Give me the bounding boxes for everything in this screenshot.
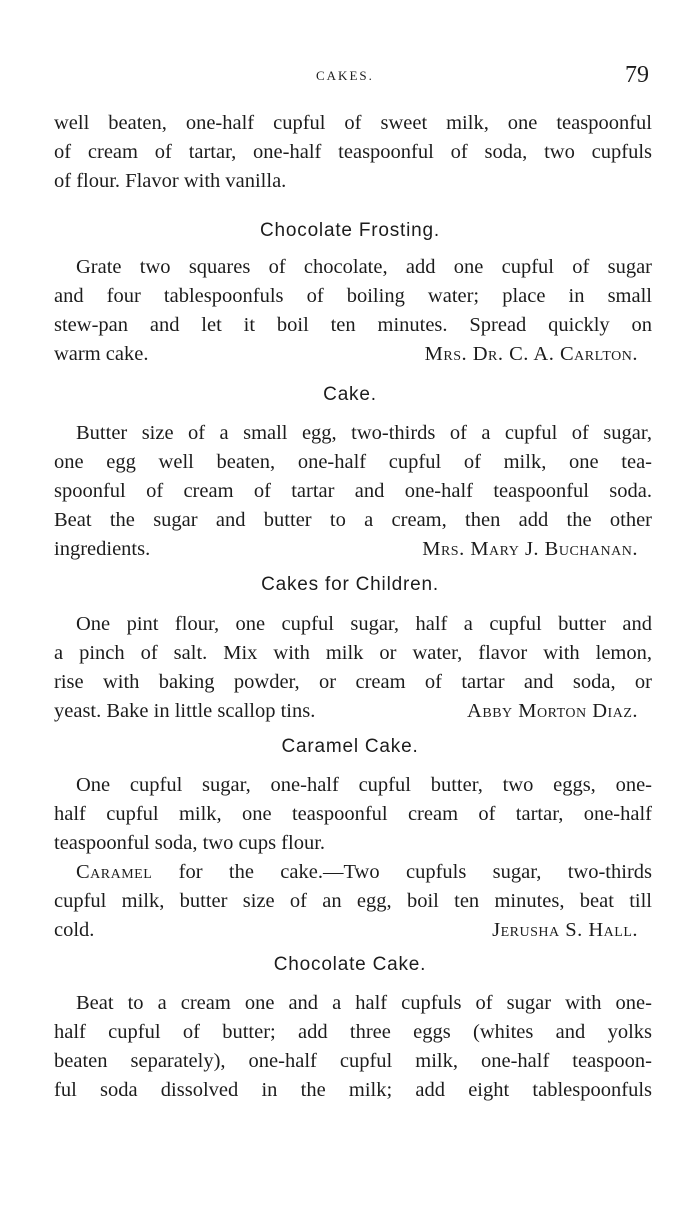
signed-line — [54, 340, 652, 369]
text-line: Beat to a cream one and a half cupfuls of sugar with one- — [76, 992, 652, 1014]
recipe-title: Cake. — [323, 384, 377, 405]
recipe-body — [54, 989, 652, 1105]
text-line: half cupful of butter; add three eggs (whites and yolks — [54, 1021, 652, 1043]
text-line: a pinch of salt. Mix with milk or water, flavor with lemon, — [54, 642, 652, 664]
text-line: of flour. Flavor with vanilla. — [54, 170, 287, 192]
running-title: CAKES. — [316, 68, 374, 83]
recipe-title: Cakes for Children. — [261, 574, 439, 595]
text-line: beaten separately), one-half cupful milk, one-half teaspoon- — [54, 1050, 652, 1072]
text-line: one egg well beaten, one-half cupful of milk, one tea- — [54, 451, 652, 473]
recipe-title: Caramel Cake. — [281, 736, 419, 757]
text-line: One pint flour, one cupful sugar, half a cupful butter and — [76, 613, 652, 635]
text-line: One cupful sugar, one-half cupful butter, two eggs, one- — [76, 774, 652, 796]
recipe-body — [54, 253, 652, 369]
text-line-end: ingredients. — [54, 538, 151, 560]
text-line: and four tablespoonfuls of boiling water; place in small — [54, 285, 652, 307]
text-line: stew-pan and let it boil ten minutes. Spread quickly on — [54, 314, 652, 336]
caramel-label: Caramel — [76, 861, 153, 883]
intro-paragraph — [54, 109, 652, 196]
text-line-end: cold. — [54, 919, 95, 941]
text-line: rise with baking powder, or cream of tartar and soda, or — [54, 671, 652, 693]
text-line: Butter size of a small egg, two-thirds of a cupful of sugar, — [76, 422, 652, 444]
text-line: well beaten, one-half cupful of sweet milk, one teaspoonful — [54, 112, 652, 134]
text-line: Beat the sugar and butter to a cream, then add the other — [54, 509, 652, 531]
recipe-body — [54, 419, 652, 564]
recipe-author: Mrs. Dr. C. A. Carlton. — [424, 343, 638, 365]
text-line — [54, 858, 652, 887]
recipe-title: Chocolate Cake. — [273, 954, 427, 975]
text-line-end: yeast. Bake in little scallop tins. — [54, 700, 316, 722]
recipe-body — [54, 610, 652, 726]
text-line: teaspoonful soda, two cups flour. — [54, 832, 326, 854]
signed-line — [54, 535, 652, 564]
text-line: ful soda dissolved in the milk; add eight tablespoonfuls — [54, 1079, 652, 1101]
text-line: half cupful milk, one teaspoonful cream of tartar, one-half — [54, 803, 652, 825]
recipe-author: Jerusha S. Hall. — [492, 919, 638, 941]
recipe-author: Abby Morton Diaz. — [467, 700, 638, 722]
text-line: spoonful of cream of tartar and one-half teaspoonful soda. — [54, 480, 652, 502]
text-line-rest: for the cake.—Two cupfuls sugar, two-thirds — [152, 861, 652, 883]
text-line: cupful milk, butter size of an egg, boil ten minutes, beat till — [54, 890, 652, 912]
text-line-end: warm cake. — [54, 343, 149, 365]
text-line: Grate two squares of chocolate, add one cupful of sugar — [76, 256, 652, 278]
running-head — [0, 64, 700, 90]
recipe-body — [54, 771, 652, 945]
recipe-author: Mrs. Mary J. Buchanan. — [422, 538, 638, 560]
signed-line — [54, 697, 652, 726]
recipe-title: Chocolate Frosting. — [260, 220, 440, 241]
text-line: of cream of tartar, one-half teaspoonful of soda, two cupfuls — [54, 141, 652, 163]
page-number: 79 — [625, 62, 649, 88]
signed-line — [54, 916, 652, 945]
